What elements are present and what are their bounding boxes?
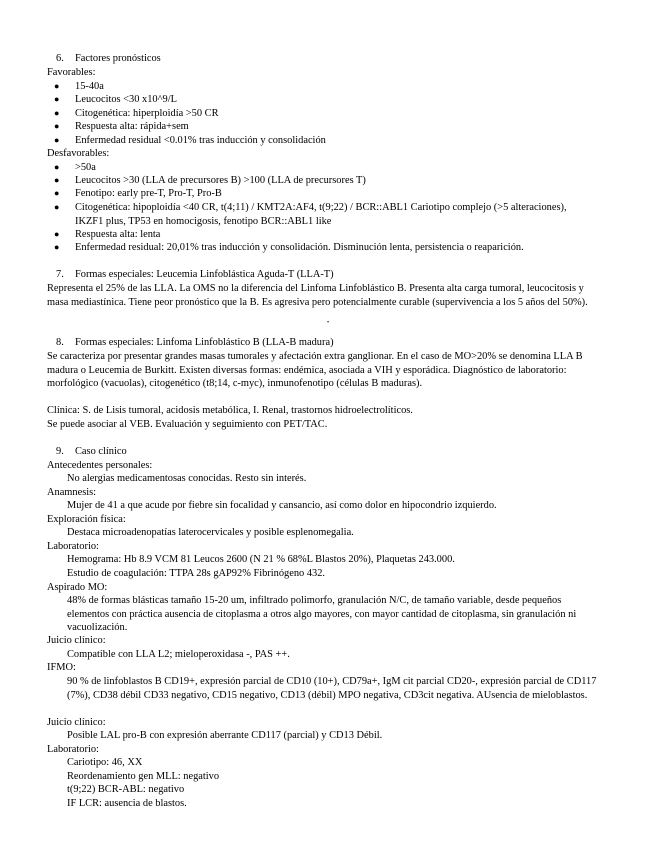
bullet-icon: ●	[54, 175, 60, 185]
bullet-icon: ●	[54, 108, 60, 118]
juicio-clinico-text: Compatible con LLA L2; mieloperoxidasa -, PAS ++.	[67, 649, 290, 660]
section-number: 6.	[56, 53, 64, 64]
bullet-icon: ●	[54, 229, 60, 239]
section-number: 7.	[56, 269, 64, 280]
lab-result: IF LCR: ausencia de blastos.	[67, 798, 187, 809]
juicio-clinico-label: Juicio clínico:	[47, 635, 106, 646]
section-title-text: Factores pronósticos	[75, 53, 161, 64]
section-number: 8.	[56, 337, 64, 348]
bullet-icon: ●	[54, 202, 60, 212]
antecedentes-label: Antecedentes personales:	[47, 460, 153, 471]
bullet-icon: ●	[54, 188, 60, 198]
section-8-paragraph: Se caracteriza por presentar grandes masas tumorales y afectación extra ganglionar. En el caso de MO>20% se denomina LLA B madura o Leucemia de Burkitt. Existen diversas formas: endémica, asociada a VIH y esporádica. Diagnóstico de laboratorio: morfológico (vacuolas), citogenético (t8;14, c-myc), inmunofenotipo (células B maduras).	[47, 351, 583, 390]
exploracion-label: Exploración física:	[47, 514, 126, 525]
aspirado-label: Aspirado MO:	[47, 582, 108, 593]
juicio-clinico-text-2: Posible LAL pro-B con expresión aberrante CD117 (parcial) y CD13 Débil.	[67, 730, 383, 741]
section-8-clinica: Clínica: S. de Lisis tumoral, acidosis metabólica, I. Renal, trastornos hidroelectrolíticos.	[47, 405, 413, 416]
laboratorio-label: Laboratorio:	[47, 541, 99, 552]
section-7-paragraph: Representa el 25% de las LLA. La OMS no la diferencia del Linfoma Linfoblástico B. Presenta alta carga tumoral, leucocitosis y masa mediastínica. Tiene peor pronóstico que la B. Es agresiva pero potencialmente curable (supervivencia a los 5 años del 50%).	[47, 283, 588, 308]
bullet-icon: ●	[54, 162, 60, 172]
lab-result: t(9;22) BCR-ABL: negativo	[67, 784, 185, 795]
ifmo-label: IFMO:	[47, 662, 76, 673]
lab-result: Cariotipo: 46, XX	[67, 757, 143, 768]
coagulacion-text: Estudio de coagulación: TTPA 28s gAP92% Fibrinógeno 432.	[67, 568, 326, 579]
section-8-veb: Se puede asociar al VEB. Evaluación y seguimiento con PET/TAC.	[47, 419, 328, 430]
ifmo-text: 90 % de linfoblastos B CD19+, expresión parcial de CD10 (10+), CD79a+, IgM cit parcial CD20-, expresión parcial de CD117 (7%), CD38 débil CD33 negativo, CD15 negativo, CD13 (débil) MPO negativa, CD3cit negativa. AUsencia de mieloblastos.	[67, 676, 597, 701]
bullet-icon: ●	[54, 242, 60, 252]
favorables-label: Favorables:	[47, 67, 96, 78]
laboratorio-label-2: Laboratorio:	[47, 744, 99, 755]
section-number: 9.	[56, 446, 64, 457]
antecedentes-text: No alergias medicamentosas conocidas. Resto sin interés.	[67, 473, 307, 484]
bullet-icon: ●	[54, 94, 60, 104]
section-title-text: Formas especiales: Linfoma Linfoblástico B (LLA-B madura)	[75, 337, 334, 348]
aspirado-text: 48% de formas blásticas tamaño 15-20 um, infiltrado polimorfo, granulación N/C, de tamaño variable, desde pequeños elementos con práctica ausencia de citoplasma a otros algo mayores, con mayor cantidad de citoplasma, sin granulación ni vacuolización.	[67, 595, 577, 634]
document-page: 6. Factores pronósticos Favorables: ● 15-40a ● Leucocitos <30 x10^9/L ● Citogenética: hiperploidía >50 CR ● Respuesta alta: rápida+sem ● Enfermedad residual <0.01% tras inducción y consolidación Desfavorables: ● >50a ● Leucocitos >30 (LLA de precursores B) >100 (LLA de precursores T) ● Fenotipo: early pre-T, Pro-T, Pro-B ● Citogenética: hipoploidía <40 CR, t(4;11) / KMT2A:AF4, t(9;22) / BCR::ABL1 Cariotipo complejo (>5 alteraciones), IKZF1 plus, TP53 en homocigosis, fenotipo BCR::ABL1 like ● Respuesta alta: lenta ● Enfermedad residual: 20,01% tras inducción y consolidación. Disminución lenta, persistencia o reaparición. 7. Formas especiales: Leucemia Linfoblástica Aguda-T (LLA-T) Representa el 25% de las LLA. La OMS no la diferencia del Linfoma Linfoblástico B. Presenta alta carga tumoral, leucocitosis y masa mediastínica. Tiene peor pronóstico que la B. Es agresiva pero potencialmente curable (supervivencia a los 5 años del 50%). • 8. Formas especiales: Linfoma Linfoblástico B (LLA-B madura) Se caracteriza por presentar grandes masas tumorales y afectación extra ganglionar. En el caso de MO>20% se denomina LLA B madura o Leucemia de Burkitt. Existen diversas formas: endémica, asociada a VIH y esporádica. Diagnóstico de laboratorio: morfológico (vacuolas), citogenético (t8;14, c-myc), inmunofenotipo (células B maduras). Clínica: S. de Lisis tumoral, acidosis metabólica, I. Renal, trastornos hidroelectrolíticos. Se puede asociar al VEB. Evaluación y seguimiento con PET/TAC. 9. Caso clínico Antecedentes personales: No alergias medicamentosas conocidas. Resto sin interés. Anamnesis: Mujer de 41 a que acude por fiebre sin focalidad y cansancio, así como dolor en hipocondrio izquierdo. Exploración física: Destaca microadenopatías laterocervicales y posible esplenomegalia. Laboratorio: Hemograma: Hb 8.9 VCM 81 Leucos 2600 (N 21 % 68%L Blastos 20%), Plaquetas 243.000. Estudio de coagulación: TTPA 28s gAP92% Fibrinógeno 432. Aspirado MO: 48% de formas blásticas tamaño 15-20 um, infiltrado polimorfo, granulación N/C, de tamaño variable, desde pequeños elementos con práctica ausencia de citoplasma a otros algo mayores, con mayor cantidad de citoplasma, sin granulación ni vacuolización. Juicio clínico: Compatible con LLA L2; mieloperoxidasa -, PAS ++. IFMO: 90 % de linfoblastos B CD19+, expresión parcial de CD10 (10+), CD79a+, IgM cit parcial CD20-, expresión parcial de CD117 (7%), CD38 débil CD33 negativo, CD15 negativo, CD13 (débil) MPO negativa, CD3cit negativa. AUsencia de mieloblastos. Juicio clínico: Posible LAL pro-B con expresión aberrante CD117 (parcial) y CD13 Débil. Laboratorio: Cariotipo: 46, XX Reordenamiento gen MLL: negativo t(9;22) BCR-ABL: negativo IF LCR: ausencia de blastos.	[47, 53, 597, 809]
section-title-text: Formas especiales: Leucemia Linfoblástica Aguda-T (LLA-T)	[75, 269, 334, 280]
bullet-icon: ●	[54, 135, 60, 145]
bullet-icon: ●	[54, 121, 60, 131]
section-title-text: Caso clínico	[75, 446, 127, 457]
hemograma-text: Hemograma: Hb 8.9 VCM 81 Leucos 2600 (N 21 % 68%L Blastos 20%), Plaquetas 243.000.	[67, 554, 455, 565]
exploracion-text: Destaca microadenopatías laterocervicales y posible esplenomegalia.	[67, 527, 354, 538]
anamnesis-text: Mujer de 41 a que acude por fiebre sin focalidad y cansancio, así como dolor en hipocondrio izquierdo.	[67, 500, 497, 511]
stray-dot-mark: •	[327, 320, 330, 326]
bullet-icon: ●	[54, 81, 60, 91]
desfavorables-label: Desfavorables:	[47, 148, 110, 159]
juicio-clinico-label-2: Juicio clínico:	[47, 717, 106, 728]
anamnesis-label: Anamnesis:	[47, 487, 97, 498]
lab-result: Reordenamiento gen MLL: negativo	[67, 771, 220, 782]
